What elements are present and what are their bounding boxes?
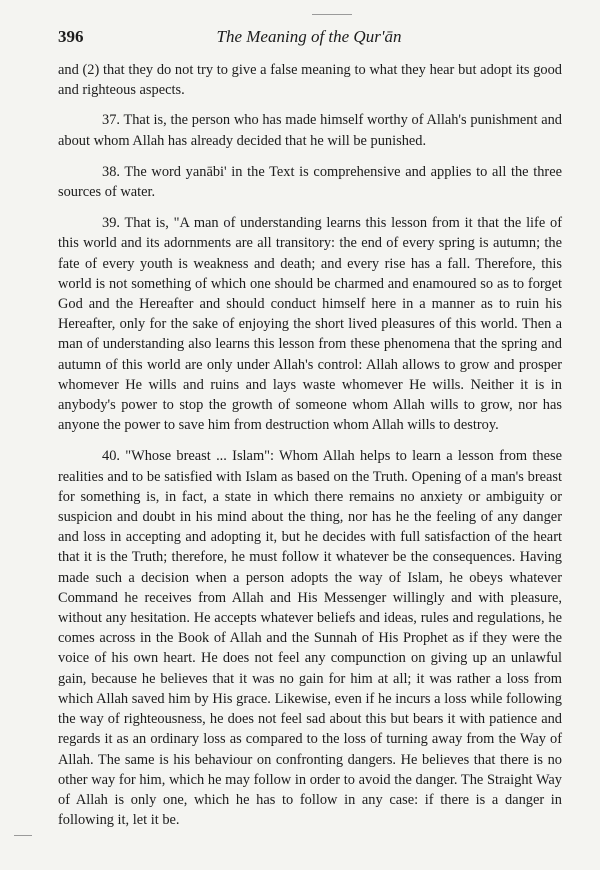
note-39: 39. That is, "A man of understanding learns this lesson from it that the life of this world and its adornments are all transitory: the end of every spring is autumn; the fate of every youth is weakness and death; and every rise has a fall. Therefore, this world is not something of which one should be charmed and enamoured so as to forget God and the Hereafter and should conduct himself here in a manner as to ruin his Hereafter, only for the sake of enjoying the short lived pleasures of this world. Then a man of understanding also learns this lesson from these phenomena that the spring and autumn of this world are only under Allah's control: Allah allows to grow and prosper whomever He wills and ruins and lays waste whomever He wills. Neither it is in anybody's power to stop the growth of someone whom Allah wills to grow, nor has anyone the power to save him from destruction whom Allah wills to destroy. [58, 215, 562, 434]
page-header [58, 27, 560, 49]
paragraph-continuation: and (2) that they do not try to give a false meaning to what they hear but adopt its good and righteous aspects. [58, 62, 562, 99]
body-text [58, 60, 562, 841]
page-number: 396 [58, 27, 84, 46]
note-37: 37. That is, the person who has made himself worthy of Allah's punishment and about whom Allah has already decided that he will be punished. [58, 112, 562, 149]
note-38: 38. The word yanābi' in the Text is comprehensive and applies to all the three sources of water. [58, 163, 562, 201]
scan-mark-top [312, 14, 352, 15]
running-title: The Meaning of the Qur'ān [216, 27, 402, 46]
note-40: 40. "Whose breast ... Islam": Whom Allah helps to learn a lesson from these realities and to be satisfied with Islam as based on the Truth. Opening of a man's breast for something is, in fact, a state in which there remains no anxiety or ambiguity or suspicion and doubt in his mind about the thing, nor has he the feeling of any danger and loss in accepting and adopting it, but he decides with full satisfaction of the heart that it is the Truth; therefore, he must follow it whatever be the consequences. Having made such a decision when a person adopts the way of Islam, he obeys whatever Command he receives from Allah and His Messenger willingly and with pleasure, without any hesitation. He accepts whatever beliefs and ideas, rules and regulations, he comes across in the Book of Allah and the Sunnah of His Prophet as if they were the voice of his own heart. He does not feel any compunction on giving up an unlawful gain, because he believes that it was no gain for him at all; it was rather a loss from which Allah saved him by His grace. Likewise, even if he incurs a loss while following the way of righteousness, he does not feel sad about this but bears it with patience and regards it as an ordinary loss as compared to the loss of turning away from the Way of Allah. The same is his behaviour on confronting dangers. He believes that there is no other way for him, which he may follow in order to avoid the danger. The Straight Way of Allah is only one, which he has to follow in any case: if there is a danger in following it, let it be. [58, 448, 562, 829]
scan-mark-left [14, 835, 32, 836]
